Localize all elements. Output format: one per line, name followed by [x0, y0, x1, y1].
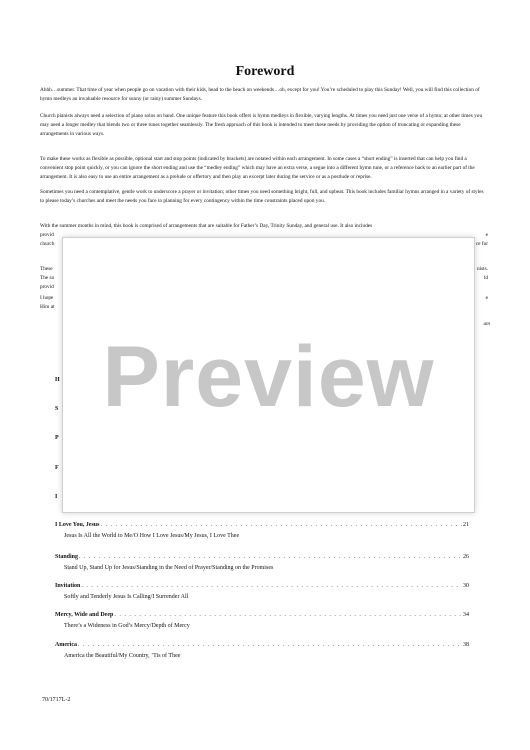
toc-entry-title: I Love You, Jesus [55, 522, 100, 528]
paragraph-7-fragment: Him at [40, 304, 55, 311]
paragraph-5-fragment: ce for [475, 241, 488, 248]
toc-entry [55, 612, 469, 631]
paragraph-6-fragment: nists. [476, 266, 488, 272]
toc-entry-page: 26 [463, 554, 469, 560]
toc-entry-title: Invitation [55, 583, 81, 589]
page-title: Foreword [235, 64, 295, 79]
paragraph-5-fragment: church [40, 241, 55, 248]
paragraph-5-fragment: e [485, 232, 488, 239]
toc-entry-hymns: America the Beautiful/My Country, ’Tis of Thee [64, 653, 181, 659]
toc-hidden-entry-initial: S [55, 406, 59, 412]
toc-leader-dots [114, 612, 462, 618]
paragraph-5-text: With the summer months in mind, this book is comprised of arrangements that are suitable for Father’s Day, Trinity Sunday, and general use. It also includes [40, 223, 373, 229]
toc-entry-hymns: Stand Up, Stand Up for Jesus/Standing in the Need of Prayer/Standing on the Promises [64, 565, 274, 571]
foreword-paragraph-4: Sometimes you need a contemplative, gentle work to underscore a prayer or invitation; other times you need something bright, full, and upbeat. This book includes familiar hymns arranged in a variety of styles to please today’s churches and meet the needs you face in planning for every contingency within the time constraints placed upon you. [40, 189, 484, 205]
toc-entry-title: Mercy, Wide and Deep [55, 612, 114, 618]
toc-hidden-entry-initial: H [55, 377, 60, 383]
toc-entry-hymns: Jesus Is All the World to Me/O How I Love Jesus/My Jesus, I Love Thee [64, 533, 240, 539]
preview-watermark: Preview [102, 329, 435, 425]
toc-entry-page: 21 [463, 522, 469, 528]
toc-hidden-entry-initial: I [55, 494, 58, 500]
paragraph-6-fragment: provid [40, 284, 54, 291]
toc-entry [55, 583, 469, 602]
signature-fragment: am [483, 321, 490, 327]
paragraph-7-text: I hope [40, 295, 54, 301]
toc-entry-page: 30 [463, 583, 469, 589]
toc-entry-hymns: Softly and Tenderly Jesus Is Calling/I Surrender All [64, 594, 189, 600]
foreword-paragraph-1: Ahhh…summer. That time of year when people go on vacation with their kids, head to the beach on weekends…oh, except for you! You’re scheduled to play this Sunday! Well, you will find this collection of hymn medleys an invaluable resource for sunny (or rainy) summer Sundays. [40, 87, 480, 103]
toc-leader-dots [81, 583, 462, 589]
toc-entry [55, 522, 469, 541]
toc-entry-hymns: There’s a Wideness in God’s Mercy/Depth of Mercy [64, 623, 190, 629]
toc-entry-title: America [55, 642, 77, 648]
toc-hidden-entry-initial: P [55, 435, 59, 441]
paragraph-6-text: These [40, 266, 53, 272]
toc-hidden-entry-initial: F [55, 465, 59, 471]
footer-code: 70/1717L-2 [42, 697, 71, 703]
preview-overlay [62, 237, 475, 513]
toc-entry [55, 642, 469, 661]
paragraph-7-fragment: e [485, 295, 488, 301]
foreword-paragraph-2: Church pianists always need a selection of piano solos on hand. One unique feature this book offers is hymn medleys in flexible, varying lengths. At times you need just one verse of a hymn; at other times you may need a longer medley that blends two or three tunes together seamlessly. The fresh approach of this book is intended to meet these needs by providing the option of truncating or expanding these arrangements in various ways. [40, 113, 483, 138]
toc-entry-title: Standing [55, 554, 79, 560]
paragraph-6-fragment: ld [483, 275, 488, 282]
toc-entry-page: 34 [463, 612, 469, 618]
toc-leader-dots [78, 642, 462, 648]
toc-leader-dots [100, 522, 462, 528]
foreword-paragraph-3: To make these works as flexible as possible, optional start and stop points (indicated by brackets) are notated within each arrangement. In some cases a “short ending” is inserted that can help you find a convenient stop point quickly, or you can ignore the short ending and use the “medley ending” which may have an extra verse, a segue into a different hymn tune, or a reference back to an earlier part of the arrangement. It is also easy to use an entire arrangement as a prelude or offertory and then play an excerpt later during the service or as a postlude or reprise. [40, 156, 475, 181]
paragraph-6-fragment: The so [40, 275, 55, 282]
toc-entry-page: 38 [463, 642, 469, 648]
paragraph-5-fragment: provid [40, 232, 54, 239]
toc-entry [55, 554, 469, 573]
toc-leader-dots [79, 554, 462, 560]
